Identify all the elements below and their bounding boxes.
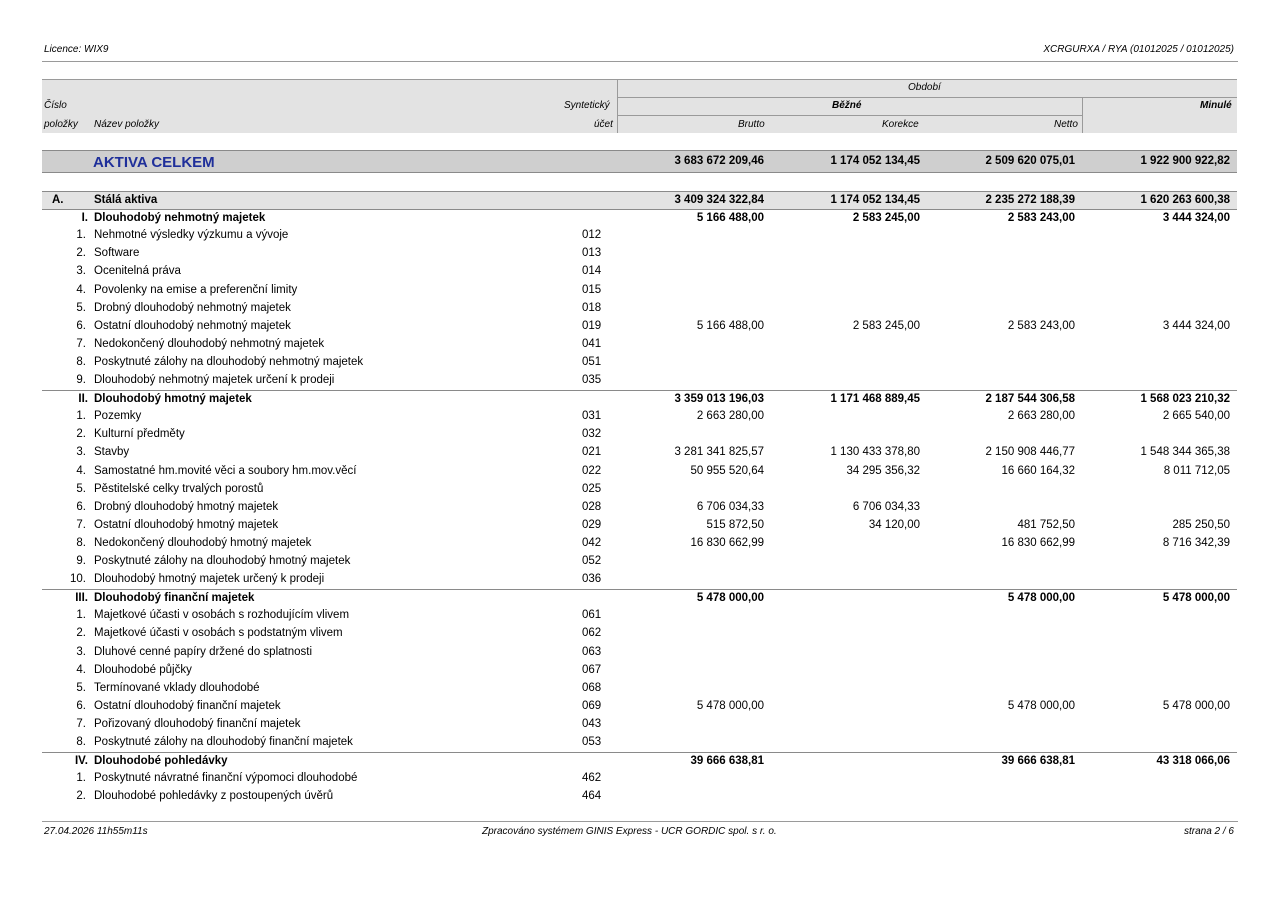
row-brutto: 3 409 324 322,84: [674, 194, 764, 206]
row-minule: 1 548 344 365,38: [1140, 446, 1230, 459]
row-account-code: 032: [582, 428, 602, 441]
table-row: [42, 535, 1237, 553]
row-account-code: 061: [582, 609, 602, 622]
row-minule: 8 716 342,39: [1162, 536, 1230, 549]
row-minule: 285 250,50: [1172, 518, 1230, 531]
table-row: [42, 426, 1237, 444]
row-netto: 481 752,50: [1017, 518, 1075, 531]
row-brutto: 3 281 341 825,57: [674, 446, 764, 459]
header-divider-right: [1082, 97, 1083, 133]
row-name: Dlouhodobý nehmotný majetek určení k prodeji: [94, 374, 335, 386]
row-brutto: 2 663 280,00: [696, 410, 764, 423]
row-number: 9.: [76, 374, 86, 386]
col-nazev: Název položky: [94, 119, 160, 130]
col-obdobi: Období: [908, 82, 941, 93]
row-name: Dlouhodobý hmotný majetek určený k prodeji: [94, 573, 325, 586]
row-minule: 1 568 023 210,32: [1140, 393, 1230, 406]
row-number: 1.: [76, 609, 86, 622]
row-account-code: 018: [582, 301, 602, 314]
row-number: 7.: [76, 717, 86, 730]
group-row: [42, 209, 1237, 227]
bezne-underline: [617, 115, 1082, 116]
row-number: 2.: [76, 627, 86, 640]
row-minule: 5 478 000,00: [1162, 592, 1230, 605]
row-brutto: 6 706 034,33: [696, 500, 764, 513]
row-korekce: 2 583 245,00: [852, 319, 920, 332]
row-brutto: 39 666 638,81: [690, 755, 764, 768]
table-row: [42, 644, 1237, 662]
row-account-code: 062: [582, 627, 602, 640]
row-korekce: 34 295 356,32: [846, 464, 920, 477]
row-korekce: 1 171 468 889,45: [830, 393, 920, 406]
row-name: Dlouhodobý nehmotný majetek: [94, 212, 266, 225]
row-name: Dlouhodobé pohledávky z postoupených úvěrů: [94, 790, 334, 803]
row-name: Nedokončený dlouhodobý hmotný majetek: [94, 536, 312, 549]
row-netto: 2 187 544 306,58: [985, 393, 1075, 406]
row-name: Termínované vklady dlouhodobé: [94, 681, 260, 694]
row-name: Drobný dlouhodobý hmotný majetek: [94, 500, 279, 513]
row-number: 1.: [76, 229, 86, 242]
row-number: 4.: [76, 663, 86, 676]
licence-label: Licence: WIX9: [44, 44, 109, 55]
table-row: [42, 571, 1237, 589]
header-divider: [42, 61, 1238, 62]
footer-divider: [42, 821, 1238, 822]
row-number: 3.: [76, 265, 86, 278]
obdobi-underline: [617, 97, 1237, 98]
row-account-code: 029: [582, 518, 602, 531]
row-name: Majetkové účasti v osobách s podstatným vlivem: [94, 627, 343, 640]
row-name: Nedokončený dlouhodobý nehmotný majetek: [94, 337, 325, 350]
group-row: [42, 589, 1237, 607]
row-number: 6.: [76, 699, 86, 712]
row-number: 3.: [76, 446, 86, 459]
row-minule: 1 620 263 600,38: [1140, 194, 1230, 206]
row-number: 2.: [76, 790, 86, 803]
row-name: Dluhové cenné papíry držené do splatnosti: [94, 645, 313, 658]
row-brutto: 3 359 013 196,03: [674, 393, 764, 406]
col-cislo-1: Číslo: [44, 100, 67, 111]
row-brutto: 50 955 520,64: [690, 464, 764, 477]
row-korekce: 34 120,00: [868, 518, 920, 531]
table-row: [42, 227, 1237, 245]
row-account-code: 042: [582, 536, 602, 549]
footer-timestamp: 27.04.2026 11h55m11s: [44, 826, 148, 837]
row-account-code: 035: [582, 374, 602, 386]
table-row: [42, 770, 1237, 788]
row-minule: 43 318 066,06: [1156, 755, 1230, 768]
row-number: 7.: [76, 518, 86, 531]
row-name: Pěstitelské celky trvalých porostů: [94, 482, 264, 495]
row-number: 5.: [76, 681, 86, 694]
col-bezne: Běžné: [832, 100, 862, 111]
table-row: [42, 318, 1237, 336]
row-account-code: 051: [582, 355, 602, 368]
row-netto: 16 830 662,99: [1001, 536, 1075, 549]
table-row: [42, 499, 1237, 517]
row-netto: 5 478 000,00: [1007, 592, 1075, 605]
footer-page: strana 2 / 6: [1183, 826, 1234, 837]
table-row: [42, 517, 1237, 535]
total-row: [42, 150, 1237, 173]
row-number: 8.: [76, 355, 86, 368]
table-row: [42, 553, 1237, 571]
row-name: Pozemky: [94, 410, 142, 423]
row-minule: 2 665 540,00: [1162, 410, 1230, 423]
table-row: [42, 680, 1237, 698]
row-account-code: 019: [582, 319, 602, 332]
col-synteticky-1: Syntetický: [564, 100, 610, 111]
row-brutto: 5 478 000,00: [696, 592, 764, 605]
group-row: [42, 390, 1237, 408]
total-korekce: 1 174 052 134,45: [830, 155, 920, 167]
row-account-code: 464: [582, 790, 602, 803]
header-divider-left: [617, 79, 618, 133]
row-brutto: 5 166 488,00: [696, 319, 764, 332]
group-row: [42, 752, 1237, 770]
col-brutto: Brutto: [738, 119, 765, 130]
row-brutto: 5 478 000,00: [696, 699, 764, 712]
col-minule: Minulé: [1200, 100, 1232, 111]
row-number: 7.: [76, 337, 86, 350]
row-brutto: 16 830 662,99: [690, 536, 764, 549]
row-number: 9.: [76, 555, 86, 567]
table-row: [42, 734, 1237, 752]
row-number: III.: [75, 592, 88, 605]
row-number: 4.: [76, 464, 86, 477]
row-number: 6.: [76, 319, 86, 332]
table-row: [42, 463, 1237, 481]
row-number: 4.: [76, 283, 86, 296]
row-name: Povolenky na emise a preferenční limity: [94, 283, 298, 296]
row-name: Samostatné hm.movité věci a soubory hm.mov.věcí: [94, 464, 357, 477]
row-name: Pořizovaný dlouhodobý finanční majetek: [94, 717, 301, 730]
header-top-border: [42, 79, 1237, 80]
row-account-code: 025: [582, 482, 602, 495]
row-number: 8.: [76, 536, 86, 549]
row-account-code: 012: [582, 229, 602, 242]
row-name: Stálá aktiva: [94, 194, 158, 206]
row-number: 1.: [76, 410, 86, 423]
total-netto: 2 509 620 075,01: [985, 155, 1075, 167]
row-name: Dlouhodobý finanční majetek: [94, 592, 255, 605]
col-synteticky-2: účet: [594, 119, 613, 130]
row-number: 6.: [76, 500, 86, 513]
row-name: Majetkové účasti v osobách s rozhodujícím vlivem: [94, 609, 350, 622]
row-name: Poskytnuté návratné finanční výpomoci dlouhodobé: [94, 772, 358, 785]
row-name: Dlouhodobé půjčky: [94, 663, 192, 676]
total-label: AKTIVA CELKEM: [93, 154, 215, 171]
row-account-code: 067: [582, 663, 602, 676]
row-account-code: 052: [582, 555, 602, 567]
table-row: [42, 263, 1237, 281]
row-korekce: 1 174 052 134,45: [830, 194, 920, 206]
row-number: I.: [81, 212, 88, 225]
row-account-code: 028: [582, 500, 602, 513]
row-minule: 8 011 712,05: [1163, 464, 1230, 477]
row-name: Ostatní dlouhodobý finanční majetek: [94, 699, 281, 712]
table-row: [42, 444, 1237, 462]
table-row: [42, 408, 1237, 426]
table-row: [42, 245, 1237, 263]
row-minule: 5 478 000,00: [1162, 699, 1230, 712]
row-account-code: 013: [582, 247, 602, 260]
row-account-code: 041: [582, 337, 602, 350]
report-id: XCRGURXA / RYA (01012025 / 01012025): [1043, 44, 1234, 55]
row-account-code: 036: [582, 573, 602, 586]
row-name: Kulturní předměty: [94, 428, 185, 441]
table-row: [42, 788, 1237, 806]
row-account-code: 021: [582, 446, 602, 459]
table-row: [42, 282, 1237, 300]
table-row: [42, 625, 1237, 643]
row-number: IV.: [74, 755, 88, 768]
row-name: Ocenitelná práva: [94, 265, 181, 278]
row-netto: 5 478 000,00: [1007, 699, 1075, 712]
row-korekce: 2 583 245,00: [852, 212, 920, 225]
row-brutto: 5 166 488,00: [696, 212, 764, 225]
column-header: [42, 79, 1237, 133]
row-korekce: 6 706 034,33: [852, 500, 920, 513]
row-name: Dlouhodobé pohledávky: [94, 755, 228, 768]
col-cislo-2: položky: [44, 119, 78, 130]
table-row: [42, 300, 1237, 318]
row-netto: 2 583 243,00: [1007, 319, 1075, 332]
row-number: 2.: [76, 247, 86, 260]
col-netto: Netto: [1054, 119, 1078, 130]
row-name: Poskytnuté zálohy na dlouhodobý finanční majetek: [94, 736, 353, 748]
row-netto: 2 235 272 188,39: [985, 194, 1075, 206]
row-account-code: 069: [582, 699, 602, 712]
row-name: Poskytnuté zálohy na dlouhodobý hmotný majetek: [94, 555, 351, 567]
col-korekce: Korekce: [882, 119, 919, 130]
table-row: [42, 336, 1237, 354]
row-minule: 3 444 324,00: [1162, 319, 1230, 332]
row-account-code: 043: [582, 717, 602, 730]
row-name: Poskytnuté zálohy na dlouhodobý nehmotný majetek: [94, 355, 364, 368]
row-number: II.: [78, 393, 88, 406]
row-account-code: 462: [582, 772, 602, 785]
row-brutto: 515 872,50: [706, 518, 764, 531]
row-account-code: 031: [582, 410, 602, 423]
row-number: 2.: [76, 428, 86, 441]
row-netto: 2 663 280,00: [1007, 410, 1075, 423]
table-row: [42, 481, 1237, 499]
table-row: [42, 698, 1237, 716]
row-minule: 3 444 324,00: [1162, 212, 1230, 225]
row-korekce: 1 130 433 378,80: [830, 446, 920, 459]
total-minule: 1 922 900 922,82: [1140, 155, 1230, 167]
row-netto: 39 666 638,81: [1001, 755, 1075, 768]
footer-system: Zpracováno systémem GINIS Express - UCR GORDIC spol. s r. o.: [482, 826, 777, 837]
row-name: Dlouhodobý hmotný majetek: [94, 393, 252, 406]
row-number: 5.: [76, 482, 86, 495]
row-number: 3.: [76, 645, 86, 658]
row-number: A.: [52, 194, 64, 206]
row-number: 8.: [76, 736, 86, 748]
row-netto: 16 660 164,32: [1001, 464, 1075, 477]
row-account-code: 014: [582, 265, 602, 278]
row-netto: 2 150 908 446,77: [985, 446, 1075, 459]
row-name: Software: [94, 247, 140, 260]
row-netto: 2 583 243,00: [1007, 212, 1075, 225]
row-name: Ostatní dlouhodobý hmotný majetek: [94, 518, 279, 531]
row-account-code: 063: [582, 645, 602, 658]
row-account-code: 053: [582, 736, 602, 748]
table-row: [42, 716, 1237, 734]
section-row: [42, 191, 1237, 209]
row-account-code: 022: [582, 464, 602, 477]
row-number: 1.: [76, 772, 86, 785]
row-number: 5.: [76, 301, 86, 314]
row-name: Ostatní dlouhodobý nehmotný majetek: [94, 319, 291, 332]
row-name: Nehmotné výsledky výzkumu a vývoje: [94, 229, 289, 242]
row-account-code: 068: [582, 681, 602, 694]
table-row: [42, 662, 1237, 680]
total-brutto: 3 683 672 209,46: [674, 155, 764, 167]
row-name: Stavby: [94, 446, 130, 459]
row-number: 10.: [70, 573, 86, 586]
table-row: [42, 372, 1237, 390]
table-row: [42, 607, 1237, 625]
row-name: Drobný dlouhodobý nehmotný majetek: [94, 301, 291, 314]
table-row: [42, 354, 1237, 372]
row-account-code: 015: [582, 283, 602, 296]
